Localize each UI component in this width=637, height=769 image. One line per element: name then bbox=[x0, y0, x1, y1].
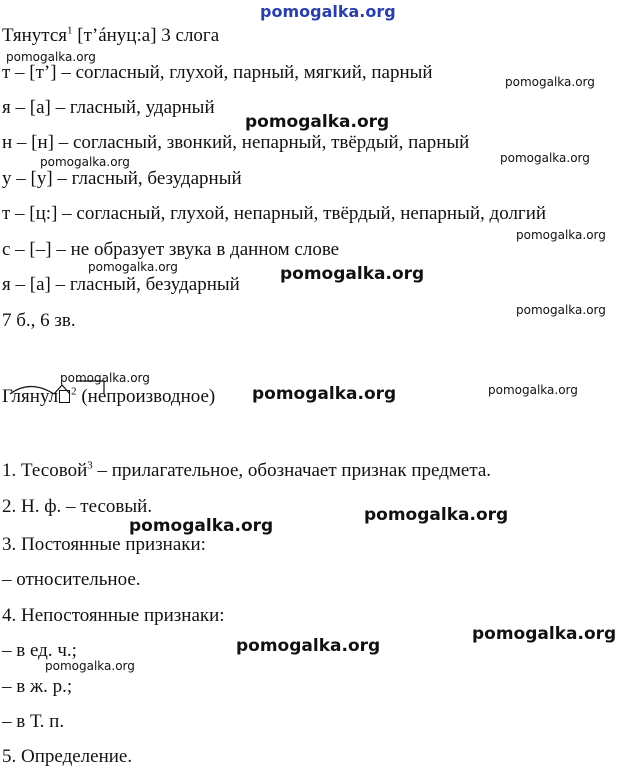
phonetic-row: т – [т’] – согласный, глухой, парный, мягкий, парный bbox=[2, 62, 433, 83]
morph-item-4-value: – в Т. п. bbox=[2, 711, 65, 732]
morph-item-3: 3. Постоянные признаки: bbox=[2, 534, 206, 555]
morph-item-4-value: – в ед. ч.; bbox=[2, 640, 77, 661]
morph-item-2: 2. Н. ф. – тесовый. bbox=[2, 496, 153, 517]
morph-item-3-value: – относительное. bbox=[2, 569, 141, 590]
watermark: pomogalka.org bbox=[280, 264, 425, 284]
phonetic-row: я – [а] – гласный, безударный bbox=[2, 274, 240, 295]
word-glyanul: Глянул bbox=[2, 386, 59, 407]
watermark: pomogalka.org bbox=[488, 383, 578, 397]
watermark: pomogalka.org bbox=[129, 516, 274, 536]
phonetic-row: с – [–] – не образует звука в данном слове bbox=[2, 239, 340, 260]
watermark: pomogalka.org bbox=[45, 659, 135, 673]
phonetic-row: я – [а] – гласный, ударный bbox=[2, 97, 215, 118]
watermark: pomogalka.org bbox=[60, 371, 150, 385]
morph-item-5: 5. Определение. bbox=[2, 746, 133, 767]
watermark: pomogalka.org bbox=[516, 228, 606, 242]
watermark: pomogalka.org bbox=[516, 303, 606, 317]
watermark: pomogalka.org bbox=[364, 505, 509, 525]
morph-item-4: 4. Непостоянные признаки: bbox=[2, 605, 225, 626]
morphemic-line bbox=[2, 385, 215, 409]
word-tyanutsya: Тянутся bbox=[2, 25, 67, 46]
watermark-top: pomogalka.org bbox=[260, 2, 396, 21]
transcription: [т’áнуц:а] 3 слога bbox=[77, 25, 220, 46]
watermark: pomogalka.org bbox=[40, 155, 130, 169]
phonetic-summary: 7 б., 6 зв. bbox=[2, 310, 76, 331]
phonetic-header bbox=[2, 24, 219, 48]
watermark: pomogalka.org bbox=[6, 50, 96, 64]
watermark: pomogalka.org bbox=[88, 260, 178, 274]
watermark: pomogalka.org bbox=[245, 112, 390, 132]
watermark: pomogalka.org bbox=[252, 384, 397, 404]
footnote-marker: 1 bbox=[67, 24, 73, 37]
morph-item-1-rest: – прилагательное, обозначает признак предмета. bbox=[92, 460, 492, 481]
footnote-marker: 3 bbox=[87, 459, 93, 472]
phonetic-row: н – [н] – согласный, звонкий, непарный, твёрдый, парный bbox=[2, 132, 470, 153]
watermark: pomogalka.org bbox=[505, 75, 595, 89]
footnote-marker: 2 bbox=[71, 385, 77, 398]
null-ending-icon bbox=[59, 390, 70, 403]
morphemic-note: (непроизводное) bbox=[81, 386, 216, 407]
phonetic-row: у – [у] – гласный, безударный bbox=[2, 168, 242, 189]
phonetic-row: т – [ц:] – согласный, глухой, непарный, твёрдый, непарный, долгий bbox=[2, 203, 547, 224]
word-tesovoy: 1. Тесовой bbox=[2, 460, 88, 481]
watermark: pomogalka.org bbox=[500, 151, 590, 165]
watermark: pomogalka.org bbox=[236, 636, 381, 656]
morph-item-1 bbox=[2, 459, 491, 483]
watermark: pomogalka.org bbox=[472, 624, 617, 644]
morph-item-4-value: – в ж. р.; bbox=[2, 676, 73, 697]
